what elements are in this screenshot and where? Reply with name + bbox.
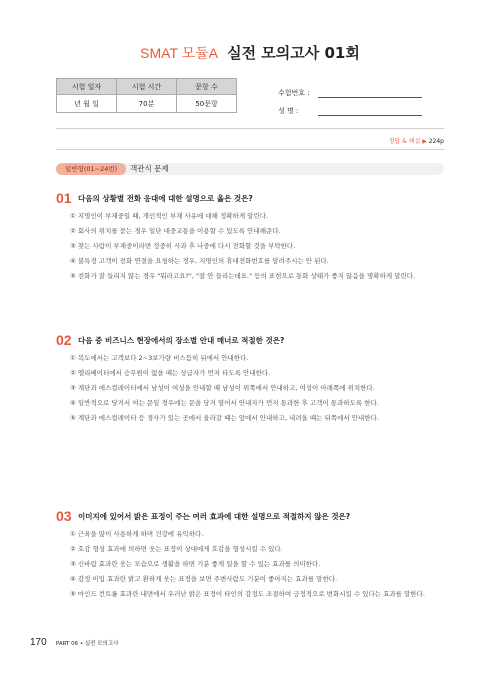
option-1[interactable]: ① 근육을 많이 사용하게 하며 건강에 유익하다. — [70, 530, 204, 538]
exam-title — [0, 42, 500, 63]
option-list — [70, 210, 444, 285]
option-4[interactable]: ④ 일반적으로 당겨서 여는 문일 경우에는 문을 당겨 열어서 안내자가 먼저 통과한 후 고객이 통과하도록 한다. — [70, 399, 379, 407]
option-list — [70, 352, 444, 427]
option-2[interactable]: ② 호감 형성 효과에 의하면 웃는 표정이 상대에게 호감을 형성시킬 수 있다. — [70, 545, 283, 553]
option-1[interactable]: ① 복도에서는 고객보다 2~3보가량 비스듬히 뒤에서 안내한다. — [70, 354, 249, 362]
option-2[interactable]: ② 엘리베이터에서 승무원이 없을 때는 상급자가 먼저 타도록 안내한다. — [70, 369, 271, 377]
answer-reference-label: 정답 & 해설 ▶ — [388, 138, 427, 145]
answer-reference-page: 224p — [428, 138, 444, 145]
examinee-name-label: 성 명 : — [278, 107, 299, 115]
question-number: 03 — [56, 508, 72, 524]
question-stem: 이미지에 있어서 밝은 표정이 주는 여러 효과에 대한 설명으로 적절하지 않은 것은? — [78, 512, 351, 521]
exam-name: 실전 모의고사 01회 — [227, 44, 360, 62]
option-5[interactable]: ⑤ 마인드 컨트롤 효과란 내면에서 우러난 밝은 표정이 타인의 감정도 조절하여 긍정적으로 변화시킬 수 있다는 효과를 말한다. — [70, 590, 425, 598]
exam-info-table — [56, 78, 237, 113]
part-label: PART 06 • 실전 모의고사 — [55, 641, 119, 647]
divider — [56, 128, 444, 129]
examinee-name-field[interactable] — [318, 105, 422, 116]
option-list — [70, 528, 444, 603]
examinee-number-label: 수험번호 : — [278, 89, 310, 97]
header-question-count: 문항 수 — [177, 79, 237, 95]
cell-exam-date: 년 월 일 — [57, 95, 117, 113]
question-number: 02 — [56, 332, 72, 348]
option-2[interactable]: ② 회사의 위치를 묻는 경우 일단 대중교통을 이용할 수 있도록 안내해준다. — [70, 227, 281, 235]
brand-label: SMAT 모듈A — [140, 45, 219, 61]
answer-reference — [389, 136, 444, 145]
question-stem: 다음의 상황별 전화 응대에 대한 설명으로 옳은 것은? — [78, 194, 253, 203]
option-4[interactable]: ④ 감정 이입 효과란 밝고 환하게 웃는 표정을 보면 주변사람도 기분이 좋아지는 효과를 말한다. — [70, 575, 338, 583]
examinee-fields — [278, 80, 422, 116]
header-exam-time: 시험 시간 — [117, 79, 177, 95]
option-3[interactable]: ③ 계단과 에스컬레이터에서 남성이 여성을 안내할 때 남성이 위쪽에서 안내하고, 여성이 아래쪽에 위치한다. — [70, 384, 375, 392]
option-1[interactable]: ① 지명인이 부재중일 때, 개인적인 부재 사유에 대해 정확하게 알린다. — [70, 212, 269, 220]
cell-exam-time: 70분 — [117, 95, 177, 113]
divider — [56, 149, 444, 150]
question-stem: 다음 중 비즈니스 현장에서의 장소별 안내 매너로 적절한 것은? — [78, 336, 285, 345]
page-footer — [30, 637, 119, 648]
page-number: 170 — [30, 637, 47, 648]
examinee-number-field[interactable] — [318, 87, 422, 98]
option-5[interactable]: ⑤ 전화가 잘 들리지 않는 경우 "뭐라고요?", "잘 안 들리는데요." 등의 표현으로 통화 상태가 좋지 않음을 명확하게 알린다. — [70, 272, 416, 280]
header-exam-date: 시험 일자 — [57, 79, 117, 95]
cell-question-count: 50문항 — [177, 95, 237, 113]
section-title: 객관식 문제 — [130, 164, 169, 173]
option-3[interactable]: ③ 찾는 사람이 부재중이라면 정중히 사과 후 나중에 다시 전화할 것을 부탁한다. — [70, 242, 296, 250]
section-badge: 일반형(01~24번) — [56, 163, 126, 175]
option-5[interactable]: ⑤ 계단과 에스컬레이터 등 경사가 있는 곳에서 올라갈 때는 앞에서 안내하고, 내려올 때는 뒤쪽에서 안내한다. — [70, 414, 379, 422]
question-number: 01 — [56, 190, 72, 206]
option-3[interactable]: ③ 신바람 효과란 웃는 모습으로 생활을 하면 기분 좋게 일을 할 수 있는 효과를 의미한다. — [70, 560, 321, 568]
option-4[interactable]: ④ 불특정 고객이 전화 연결을 요청하는 경우, 지명인의 휴대전화번호를 알려주시는 안 된다. — [70, 257, 329, 265]
